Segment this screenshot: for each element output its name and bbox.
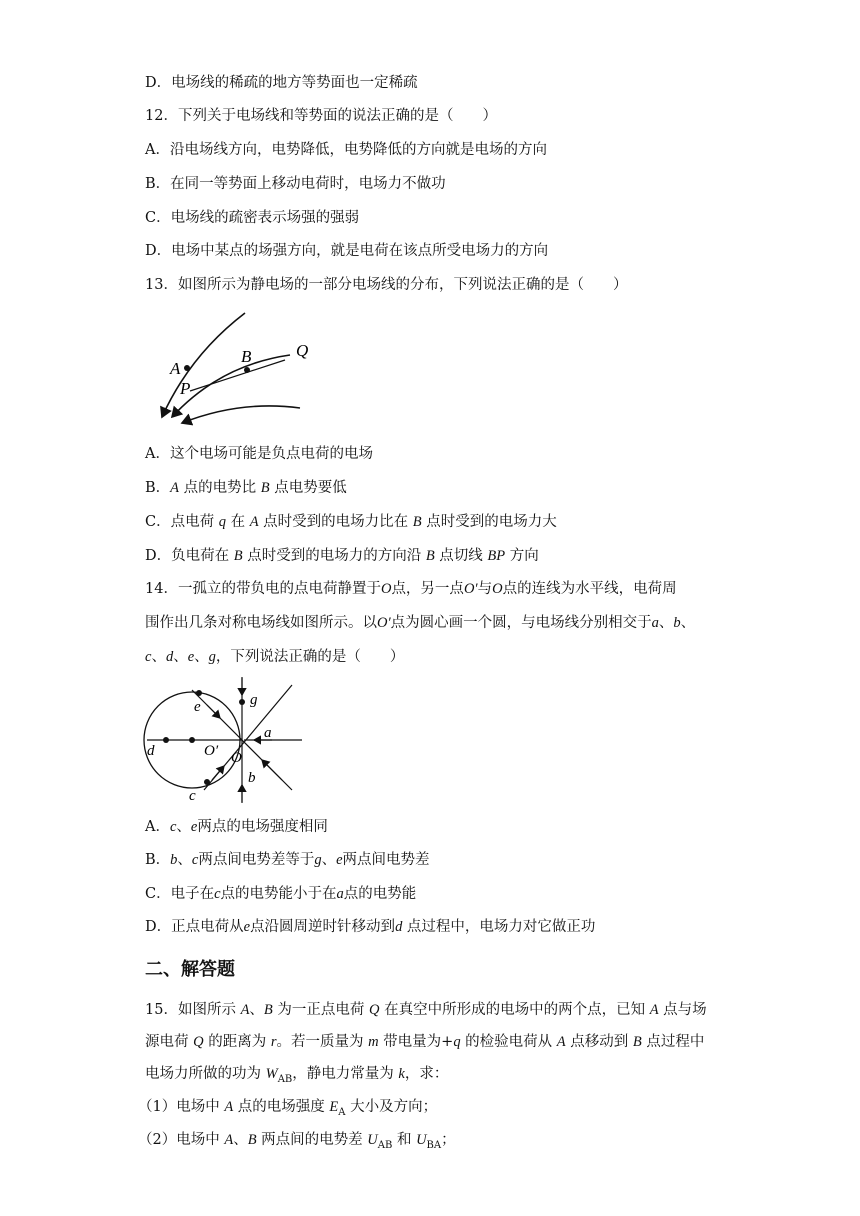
label-b: B xyxy=(241,347,252,366)
q12-option-c: C．电场线的疏密表示场强的强弱 xyxy=(145,210,360,226)
q13-option-b: B．A 点的电势比 B 点电势要低 xyxy=(145,480,347,496)
arrow-diag-2 xyxy=(262,760,282,780)
q15-stem-line1: 15．如图所示 A、B 为一正点电荷 Q 在真空中所形成的电场中的两个点，已知 A 点与场 xyxy=(145,1002,707,1018)
point-d-dot xyxy=(163,737,169,743)
point-c-dot xyxy=(204,779,210,785)
q13-figure xyxy=(150,305,320,433)
q14-option-a: A．c、e两点的电场强度相同 xyxy=(145,819,328,835)
q14-option-d: D．正点电荷从e点沿圆周逆时针移动到d 点过程中，电场力对它做正功 xyxy=(145,919,596,935)
q14-stem-line2: 围作出几条对称电场线如图所示。以O′点为圆心画一个圆，与电场线分别相交于a、b、 xyxy=(145,615,696,631)
q14-figure xyxy=(142,675,307,805)
label-b: b xyxy=(248,770,256,786)
point-b-dot xyxy=(244,367,250,373)
label-e: e xyxy=(194,699,201,715)
label-p: P xyxy=(180,379,191,398)
q13-option-c: C．点电荷 q 在 A 点时受到的电场力比在 B 点时受到的电场力大 xyxy=(145,514,557,530)
field-line-3 xyxy=(182,406,300,423)
section-title: 二、解答题 xyxy=(145,959,235,980)
label-q: Q xyxy=(296,341,309,360)
q13-option-d: D．负电荷在 B 点时受到的电场力的方向沿 B 点切线 BP 方向 xyxy=(145,548,539,564)
label-g: g xyxy=(250,692,258,708)
point-o-prime-dot xyxy=(189,737,195,743)
label-d: d xyxy=(147,743,155,759)
q14-stem-line1: 14．一孤立的带负电的点电荷静置于O点，另一点O′与O点的连线为水平线，电荷周 xyxy=(145,581,677,597)
q15-sub2: （2）电场中 A、B 两点间的电势差 $U_{AB}$ 和 $U_{BA}$； xyxy=(138,1132,456,1151)
point-g-dot xyxy=(239,699,245,705)
label-o-prime: O′ xyxy=(204,743,219,759)
point-e-dot xyxy=(196,690,202,696)
label-c: c xyxy=(189,788,196,804)
q12-stem: 12．下列关于电场线和等势面的说法正确的是（ ） xyxy=(145,108,497,124)
label-o: O xyxy=(231,750,242,766)
q14-option-b: B．b、c两点间电势差等于g、e两点间电势差 xyxy=(145,852,430,868)
q12-option-b: B．在同一等势面上移动电荷时，电场力不做功 xyxy=(145,176,446,192)
q12-option-a: A．沿电场线方向，电势降低，电势降低的方向就是电场的方向 xyxy=(145,142,547,158)
q12-option-d: D．电场中某点的场强方向，就是电荷在该点所受电场力的方向 xyxy=(145,243,549,259)
q15-sub1: （1）电场中 A 点的电场强度 $E_A$ 大小及方向； xyxy=(138,1099,438,1118)
q15-stem-line3: 电场力所做的功为 $W_{AB}$，静电力常量为 k，求： xyxy=(145,1066,449,1085)
label-a: A xyxy=(170,359,181,378)
q14-stem-line3: c、d、e、g，下列说法正确的是（ ） xyxy=(145,649,405,665)
label-a: a xyxy=(264,725,272,741)
point-a-dot xyxy=(184,365,190,371)
q15-stem-line2: 源电荷 Q 的距离为 r。若一质量为 m 带电量为+q 的检验电荷从 A 点移动到 B 点过程中 xyxy=(145,1034,705,1050)
tangent-line-bp xyxy=(190,360,285,391)
q14-option-c: C．电子在c点的电势能小于在a点的电势能 xyxy=(145,886,417,902)
arrow-diag-1 xyxy=(207,705,220,718)
q13-option-a: A．这个电场可能是负点电荷的电场 xyxy=(145,446,373,462)
q13-stem: 13．如图所示为静电场的一部分电场线的分布，下列说法正确的是（ ） xyxy=(145,277,628,293)
q11-option-d: D．电场线的稀疏的地方等势面也一定稀疏 xyxy=(145,75,418,91)
